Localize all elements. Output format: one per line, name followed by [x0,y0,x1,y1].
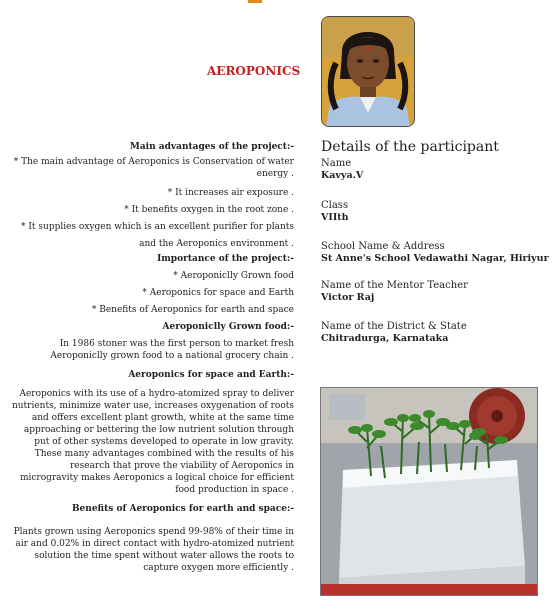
top-accent-bar [248,0,262,3]
class-field [321,199,349,224]
advantage-item: * It increases air exposure . [167,188,294,198]
section-title: AEROPONICS [207,64,301,78]
benefits-heading: Benefits of Aeroponics for earth and space:- [71,504,294,514]
space-earth-paragraph: Aeroponics with its use of a hydro-atomized spray to deliver nutrients, minimize water use, increases oxygenation of roots and offers excellent plant growth, white at the same time approaching or bettering the low nutrient solution through put of other systems developed to operate in low gravity. These many advantages combined with the results of his research that prove the viability of Aeroponics in microgravity makes Aeroponics a logical choice for efficient food production in space . [11,389,294,495]
main-advantages-heading: Main advantages of the project:- [129,142,294,152]
school-field [321,240,549,265]
importance-item: * Aeroponiclly Grown food [173,271,294,281]
grown-food-paragraph: In 1986 stoner was the first person to market fresh Aeroponiclly grown food to a national grocery chain . [50,339,294,361]
advantage-item: * The main advantage of Aeroponics is Conservation of water energy . [13,157,294,179]
name-field [321,157,363,182]
project-description [10,141,294,574]
mentor-field [321,279,468,304]
mentor-value: Victor Raj [321,292,375,303]
importance-item: * Benefits of Aeroponics for earth and space [91,305,294,315]
district-label: Name of the District & State [321,321,467,332]
class-value: VIIth [321,212,349,223]
mentor-label: Name of the Mentor Teacher [321,280,468,291]
advantage-item: * It benefits oxygen in the root zone . [124,205,294,215]
benefits-paragraph: Plants grown using Aeroponics spend 99-98% of their time in air and 0.02% in direct contact with hydro-atomized nutrient solution the time spent without water allows the roots to capture oxygen more efficiently . [13,527,294,573]
advantage-item: * It supplies oxygen which is an excellent purifier for plants [21,222,294,232]
space-earth-heading: Aeroponics for space and Earth:- [128,370,294,380]
importance-heading: Importance of the project:- [157,254,294,264]
district-value: Chitradurga, Karnataka [321,333,449,344]
advantage-item-continued: and the Aeroponics environment . [139,239,294,249]
class-label: Class [321,200,349,211]
district-field [321,320,467,345]
aeroponics-project-photo [320,387,538,596]
participant-details-title: Details of the participant [321,139,499,155]
participant-photo [321,16,415,127]
name-label: Name [321,158,352,169]
school-label: School Name & Address [321,241,445,252]
grown-food-heading: Aeroponiclly Grown food:- [162,322,294,332]
school-value: St Anne's School Vedawathi Nagar, Hiriyur [321,253,549,264]
importance-item: * Aeroponics for space and Earth [142,288,294,298]
name-value: Kavya.V [321,170,364,181]
